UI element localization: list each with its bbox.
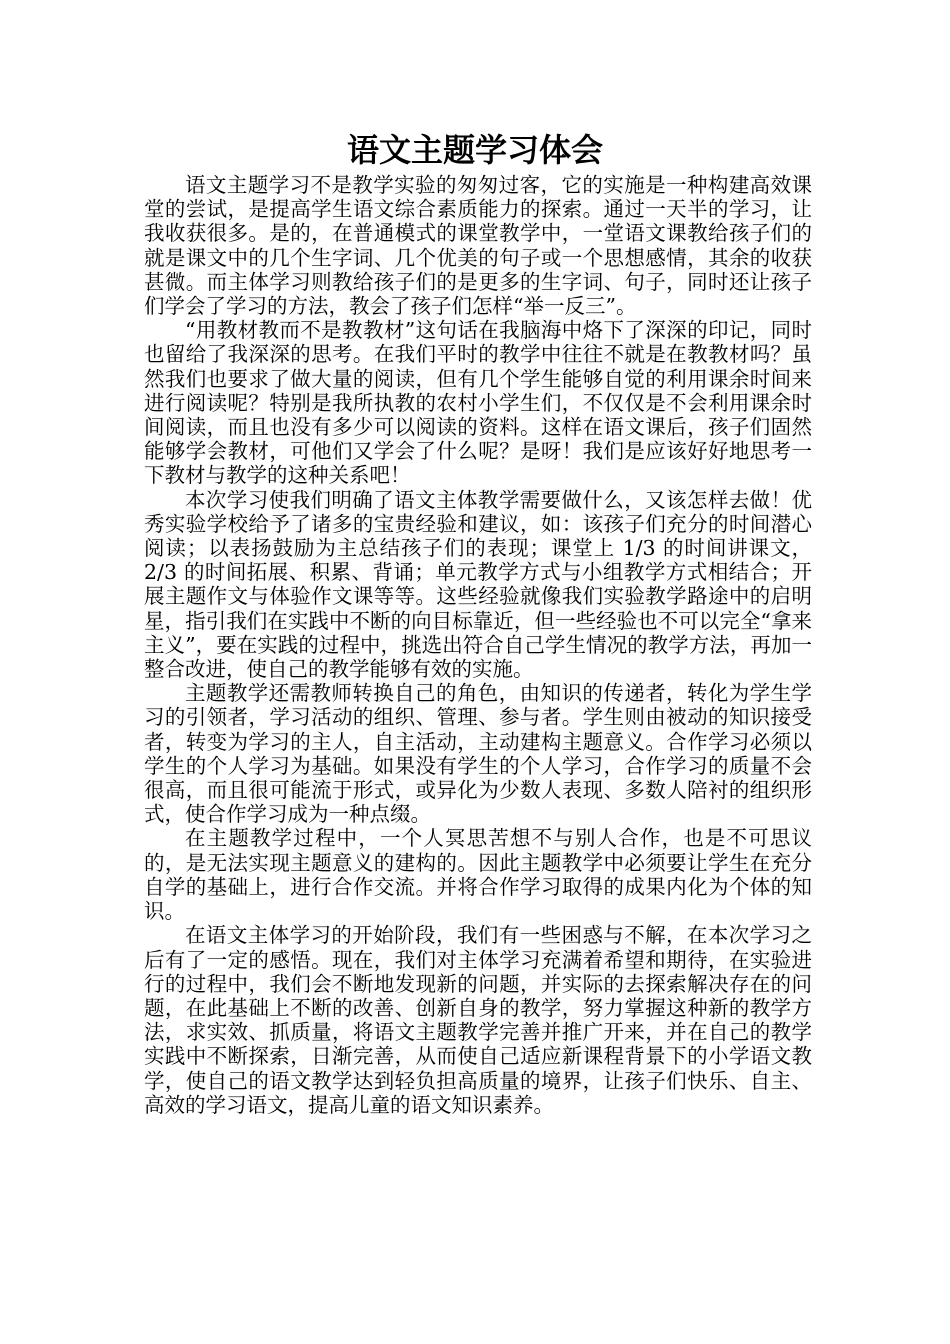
paragraph-3: 本次学习使我们明确了语文主体教学需要做什么，又该怎样去做！优秀实验学校给予了诸多的宝贵经验和建议，如：该孩子们充分的时间潜心阅读；以表扬鼓励为主总结孩子们的表现；课堂上 1/3 的时间讲课文，2/3 的时间拓展、积累、背诵；单元教学方式与小组教学方式相结合；开展主题作文与体验作文课等等。这些经验就像我们实验教学路途中的启明星，指引我们在实践中不断的向目标靠近，但一些经验也不可以完全“拿来主义”，要在实践的过程中，挑选出符合自己学生情况的教学方法，再加一整合改进，使自己的教学能够有效的实施。 bbox=[144, 487, 812, 682]
document-body bbox=[144, 173, 812, 1117]
paragraph-2: “用教材教而不是教教材”这句话在我脑海中烙下了深深的印记，同时也留给了我深深的思考。在我们平时的教学中往往不就是在教教材吗？虽然我们也要求了做大量的阅读，但有几个学生能够自觉的利用课余时间来进行阅读呢？特别是我所执教的农村小学生们，不仅仅是不会利用课余时间阅读，而且也没有多少可以阅读的资料。这样在语文课后，孩子们固然能够学会教材，可他们又学会了什么呢？是呀！我们是应该好好地思考一下教材与教学的这种关系吧！ bbox=[144, 318, 812, 488]
document-title: 语文主题学习体会 bbox=[346, 131, 603, 169]
paragraph-5: 在主题教学过程中，一个人冥思苦想不与别人合作，也是不可思议的，是无法实现主题意义的建构的。因此主题教学中必须要让学生在充分自学的基础上，进行合作交流。并将合作学习取得的成果内化为个体的知识。 bbox=[144, 826, 812, 924]
paragraph-6: 在语文主体学习的开始阶段，我们有一些困惑与不解，在本次学习之后有了一定的感悟。现在，我们对主体学习充满着希望和期待，在实验进行的过程中，我们会不断地发现新的问题，并实际的去探索解决存在的问题，在此基础上不断的改善、创新自身的教学，努力掌握这种新的教学方法，求实效、抓质量，将语文主题教学完善并推广开来，并在自己的教学实践中不断探索，日渐完善，从而使自己适应新课程背景下的小学语文教学，使自己的语文教学达到轻负担高质量的境界，让孩子们快乐、自主、高效的学习语文，提高儿童的语文知识素养。 bbox=[144, 923, 812, 1117]
paragraph-1: 语文主题学习不是教学实验的匆匆过客，它的实施是一种构建高效课堂的尝试，是提高学生语文综合素质能力的探索。通过一天半的学习，让我收获很多。是的，在普通模式的课堂教学中，一堂语文课教给孩子们的就是课文中的几个生字词、几个优美的句子或一个思想感情，其余的收获甚微。而主体学习则教给孩子们的是更多的生字词、句子，同时还让孩子们学会了学习的方法，教会了孩子们怎样“举一反三”。 bbox=[144, 173, 812, 319]
paragraph-4: 主题教学还需教师转换自己的角色，由知识的传递者，转化为学生学习的引领者，学习活动的组织、管理、参与者。学生则由被动的知识接受者，转变为学习的主人，自主活动，主动建构主题意义。合作学习必须以学生的个人学习为基础。如果没有学生的个人学习，合作学习的质量不会很高，而且很可能流于形式，或异化为少数人表现、多数人陪衬的组织形式，使合作学习成为一种点缀。 bbox=[144, 681, 812, 827]
